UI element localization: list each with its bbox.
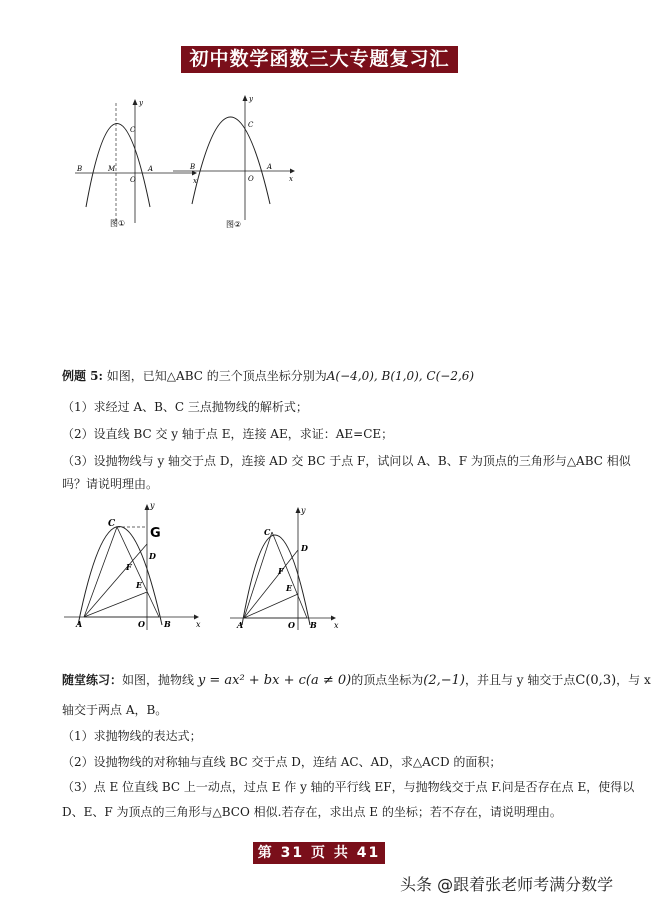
fig2-x-label: x — [289, 175, 293, 183]
figure-example5-left — [62, 500, 212, 635]
mid-left-B-label: B — [164, 619, 171, 629]
mid-left-E-label: E — [136, 580, 143, 590]
mid-right-A-label: A — [237, 620, 244, 630]
fig1-C-label: C — [130, 126, 136, 134]
fig1-O-label: O — [130, 176, 136, 184]
mid-left-x-label: x — [196, 620, 201, 629]
practice-line1-a: 如图，抛物线 — [122, 673, 195, 687]
mid-right-D-label: D — [301, 543, 308, 553]
fig1-M-label: M — [108, 165, 116, 173]
watermark: 头条 @跟着张老师考满分数学 — [400, 875, 614, 894]
mid-left-C-label: C — [108, 519, 116, 529]
mid-left-F-label: F — [126, 562, 132, 572]
fig1-caption: 图① — [110, 219, 126, 228]
practice-line1-b: 的顶点坐标为 — [351, 673, 424, 687]
example5-q3-line2: 吗？请说明理由。 — [62, 477, 159, 491]
practice-point-c: C(0,3) — [575, 673, 617, 688]
example5-q1: （1）求经过 A、B、C 三点抛物线的解析式； — [62, 400, 308, 414]
example5-stem-text: 如图，已知△ABC 的三个顶点坐标分别为 — [106, 369, 327, 383]
mid-left-O-label: O — [138, 619, 145, 629]
page-number-badge: 第 31 页 共 41 页 — [253, 842, 385, 864]
practice-q2: （2）设抛物线的对称轴与直线 BC 交于点 D，连结 AC、AD，求△ACD 的面积； — [62, 755, 502, 769]
practice-line1-c: ，并且与 y 轴交于点 — [464, 673, 576, 687]
example5-stem — [62, 368, 474, 384]
mid-left-D-label: D — [149, 551, 156, 561]
fig2-O-label: O — [248, 175, 254, 183]
mid-right-F-label: F — [278, 566, 284, 576]
practice-line1-d: ，与 x — [616, 673, 651, 687]
fig2-caption: 图② — [226, 220, 242, 229]
fig2-B-label: B — [190, 163, 196, 171]
practice-line1 — [62, 672, 651, 689]
practice-q3-line2: D、E、F 为顶点的三角形与△BCO 相似.若存在，求出点 E 的坐标；若不存在，请说明理由。 — [62, 805, 562, 819]
fig1-A-label: A — [148, 165, 154, 173]
mid-right-E-label: E — [286, 583, 293, 593]
page-title: 初中数学函数三大专题复习汇总 — [181, 46, 458, 73]
practice-line2: 轴交于两点 A，B。 — [62, 703, 168, 717]
example5-label: 例题 5: — [62, 369, 103, 383]
example5-q2: （2）设直线 BC 交 y 轴于点 E，连接 AE，求证：AE=CE； — [62, 427, 394, 441]
mid-left-A-label: A — [76, 619, 83, 629]
practice-label: 随堂练习： — [62, 673, 123, 687]
figure-2 — [170, 92, 300, 230]
example5-q3-line1: （3）设抛物线与 y 轴交于点 D，连接 AD 交 BC 于点 F，试问以 A、B、F 为顶点的三角形与△ABC 相似 — [62, 454, 631, 468]
fig1-x-label: x — [193, 177, 197, 185]
fig1-y-label: y — [139, 99, 143, 107]
practice-q1: （1）求抛物线的表达式； — [62, 729, 202, 743]
practice-vertex: (2,−1) — [423, 673, 465, 688]
figure-example5-right — [228, 505, 348, 635]
mid-right-O-label: O — [288, 620, 295, 630]
practice-equation: y = ax² + bx + c(a ≠ 0) — [197, 673, 352, 688]
example5-stem-math: A(−4,0), B(1,0), C(−2,6) — [326, 369, 475, 383]
mid-left-G-label: G — [150, 526, 161, 541]
fig2-y-label: y — [249, 95, 253, 103]
fig2-A-label: A — [267, 163, 273, 171]
mid-right-y-label: y — [301, 506, 306, 515]
practice-q3-line1: （3）点 E 位直线 BC 上一动点，过点 E 作 y 轴的平行线 EF，与抛物线交于点 F.问是否存在点 E，使得以 — [62, 780, 635, 794]
mid-right-C-label: C — [264, 527, 271, 537]
fig2-C-label: C — [248, 121, 254, 129]
fig1-B-label: B — [77, 165, 83, 173]
mid-right-B-label: B — [310, 620, 317, 630]
mid-left-y-label: y — [150, 501, 155, 510]
mid-right-x-label: x — [334, 621, 339, 630]
